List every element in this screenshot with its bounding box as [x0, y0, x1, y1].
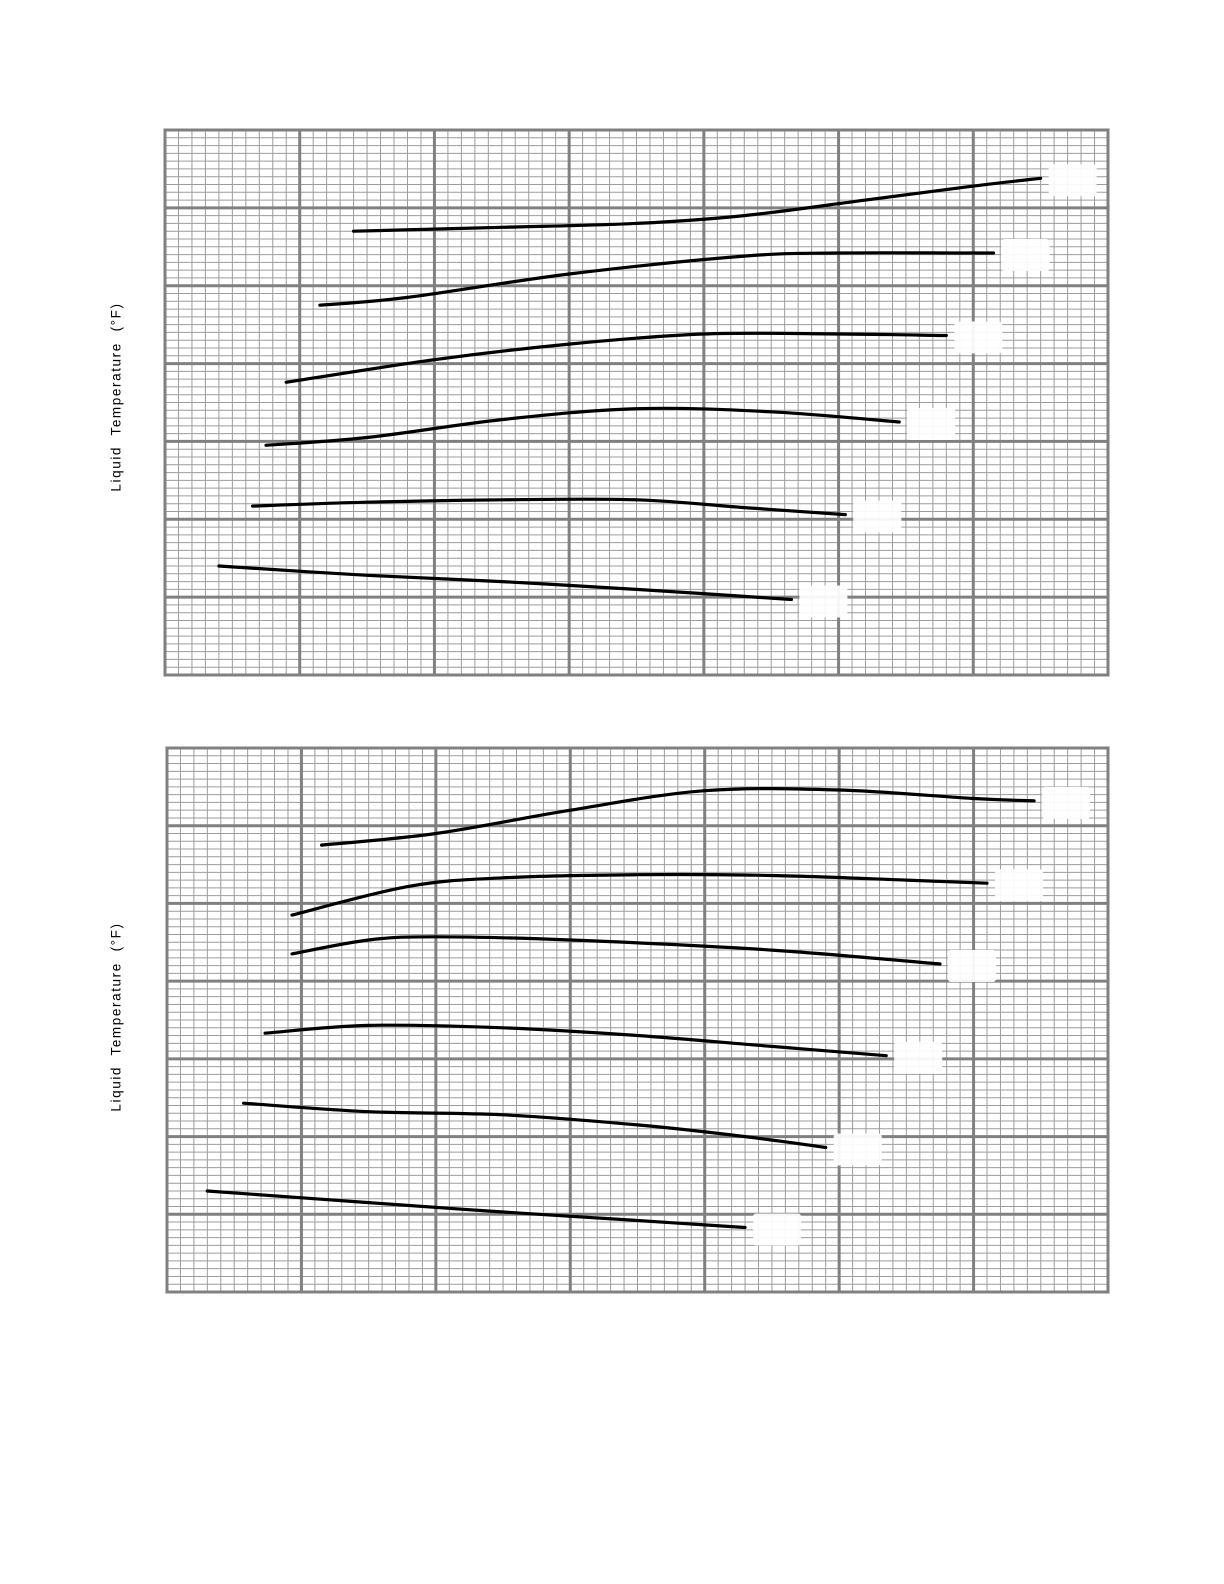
chart-bottom-curves	[207, 789, 1034, 1228]
chart-bottom-grid	[167, 748, 1108, 1292]
chart-bottom-curve-5	[244, 1103, 826, 1147]
chart-bottom-label-patch-3	[948, 950, 996, 982]
chart-bottom-label-patch-1	[1042, 787, 1090, 819]
chart-top-ylabel: Liquid Temperature (°F)	[108, 302, 124, 492]
chart-bottom-label-patches	[753, 787, 1090, 1246]
chart-bottom-ylabel: Liquid Temperature (°F)	[108, 922, 124, 1112]
chart-bottom-label-patch-4	[894, 1042, 942, 1074]
chart-bottom-label-patch-2	[995, 869, 1043, 901]
chart-bottom-label-patch-6	[753, 1213, 801, 1245]
chart-bottom-label-patch-5	[834, 1133, 882, 1165]
